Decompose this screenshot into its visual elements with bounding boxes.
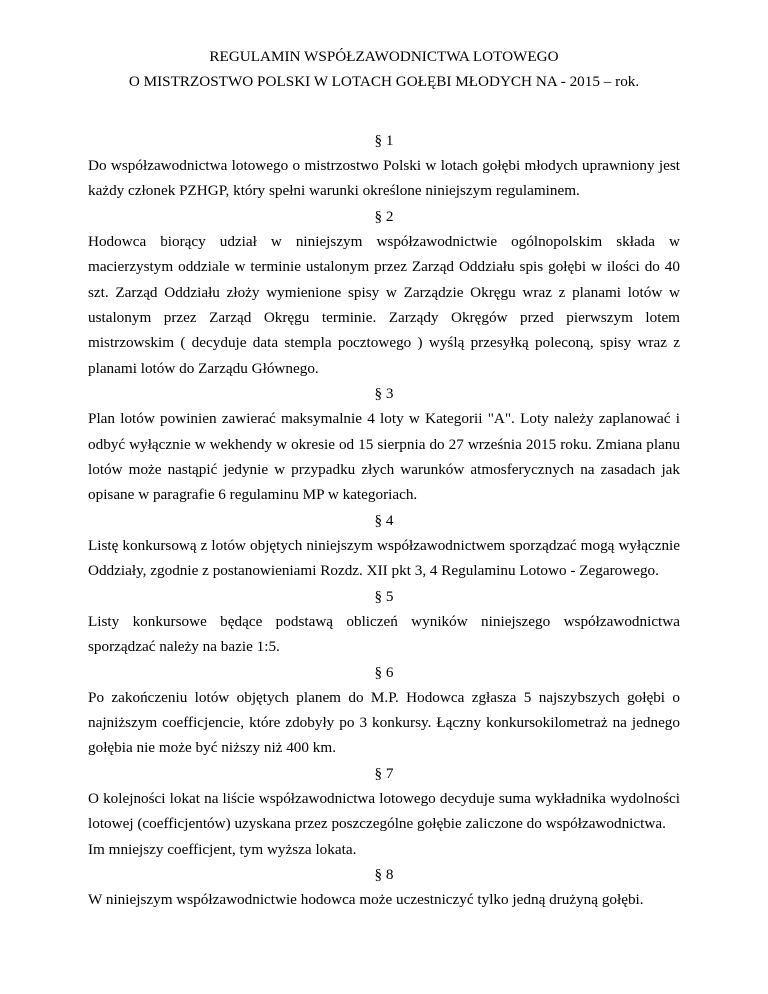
- section-7-text: O kolejności lokat na liście współzawodnictwa lotowego decyduje suma wykładnika wydolności lotowej (coefficjentów) uzyskana przez poszczególne gołębie zaliczone do współzawodnictwa.: [88, 789, 680, 833]
- document-body: [88, 40, 680, 912]
- section-7-extra-text: Im mniejszy coefficjent, tym wyższa lokata.: [88, 840, 357, 858]
- section-1-mark: § 1: [374, 132, 394, 149]
- section-6-text: Po zakończeniu lotów objętych planem do M.P. Hodowca zgłasza 5 najszybszych gołębi o najniższym coefficjencie, które zdobyły po 3 konkursy. Łączny konkursokilometraż na jednego gołębia nie może być niższy niż 400 km.: [88, 688, 680, 757]
- section-5-text: Listy konkursowe będące podstawą obliczeń wyników niniejszego współzawodnictwa sporządzać należy na bazie 1:5.: [88, 612, 680, 656]
- section-3-mark: § 3: [374, 385, 394, 403]
- section-8-text: W niniejszym współzawodnictwie hodowca może uczestniczyć tylko jedną drużyną gołębi.: [88, 890, 644, 908]
- section-4-text: Listę konkursową z lotów objętych niniejszym współzawodnictwem sporządzać mogą wyłącznie Oddziały, zgodnie z postanowieniami Rozdz. XII pkt 3, 4 Regulaminu Lotowo - Zegarowego.: [88, 536, 680, 580]
- section-2-mark: § 2: [374, 207, 394, 225]
- section-8-mark: § 8: [374, 865, 394, 883]
- section-6-mark: § 6: [374, 663, 394, 681]
- section-2-text: Hodowca biorący udział w niniejszym współzawodnictwie ogólnopolskim składa w macierzystym oddziale w terminie ustalonym przez Zarząd Oddziału spis gołębi w ilości do 40 szt. Zarząd Oddziału złoży wymienione spisy w Zarządzie Okręgu wraz z planami lotów w ustalonym przez Zarząd Okręgu terminie. Zarządy Okręgów przed pierwszym lotem mistrzowskim ( decyduje data stempla pocztowego ) wyślą przesyłką poleconą, spisy wraz z planami lotów do Zarządu Głównego.: [88, 232, 680, 377]
- section-4-mark: § 4: [374, 511, 394, 529]
- document-title-line-2: O MISTRZOSTWO POLSKI W LOTACH GOŁĘBI MŁODYCH NA - 2015 – rok.: [128, 73, 640, 90]
- section-7-mark: § 7: [374, 764, 394, 782]
- section-3-text: Plan lotów powinien zawierać maksymalnie 4 loty w Kategorii "A". Loty należy zaplanować i odbyć wyłącznie w wekhendy w okresie od 15 sierpnia do 27 września 2015 roku. Zmiana planu lotów może nastąpić jedynie w przypadku złych warunków atmosferycznych na zasadach jak opisane w paragrafie 6 regulaminu MP w kategoriach.: [88, 410, 680, 504]
- section-1-text: Do współzawodnictwa lotowego o mistrzostwo Polski w lotach gołębi młodych uprawniony jest każdy członek PZHGP, który spełni warunki określone niniejszym regulaminem.: [88, 157, 680, 200]
- section-5-mark: § 5: [374, 587, 394, 605]
- document-title-line-1: REGULAMIN WSPÓŁZAWODNICTWA LOTOWEGO: [209, 48, 559, 65]
